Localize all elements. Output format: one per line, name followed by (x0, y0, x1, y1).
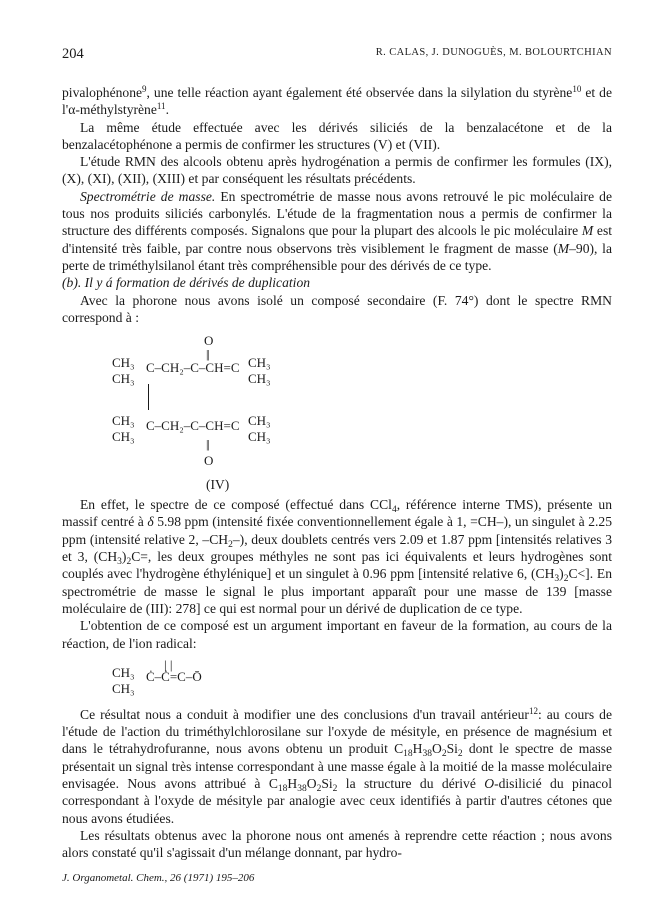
carbonyl-oxygen-bottom: O (204, 453, 214, 469)
bond-ticks: | | (164, 656, 173, 672)
methyl-group: CH₃ (248, 413, 271, 429)
paragraph-mass-spec: Spectrométrie de masse. En spectrométrie de masse nous avons retrouvé le pic moléculaire de tous nos produits siliciés carbonylés. L'étude de la fragmentation nous a permis de confirmer la structure des différents composés. Signalons que pour la plupart des alcools le pic moléculaire M est d'intensité très faible, par contre nous observons très visiblement le fragment de masse (M–90), la perte de triméthylsilanol étant très compréhensible pour des dérivés de ce type. (62, 188, 613, 273)
page-number: 204 (62, 46, 84, 62)
paragraph-2: La même étude effectuée avec les dérivés siliciés de la benzalacétone et de la benzalacétophénone a permis de confirmer les structures (V) et (VII). (62, 119, 612, 152)
ref-9: 9 (142, 84, 147, 94)
section-title-duplication: (b). Il y á formation de dérivés de duplication (62, 275, 311, 291)
methyl-group: CH₃ (248, 355, 271, 371)
ref-11: 11 (156, 101, 166, 112)
methyl-group: CH₃ (112, 355, 135, 371)
compound-label: (IV) (206, 477, 230, 493)
radical-chain: Ċ–Ċ=C–Ō (146, 668, 202, 684)
section-title-mass-spec: Spectrométrie de masse. (80, 188, 216, 204)
ref-10: 10 (572, 84, 582, 94)
paragraph-1: pivalophénone$^9$, une telle réaction ayant également été observée dans la silylation du styrène$^{10}$ et de l'α-méthylstyrène$^{11}$. (62, 84, 612, 118)
double-bond-top: || (206, 347, 209, 362)
paragraph-previous-work: Ce résultat nous a conduit à modifier une des conclusions d'un travail antérieur$^{12}$: au cours de l'étude de l'action du triméthylchlorosilane sur l'oxyde de mésityle, en présence de magnésium et dans le tétrahydrofuranne, nous avons obtenu un produit $C_{18}H_{38}O_2Si_2$ dont le spectre de masse présentait un signal très intense correspondant à une masse égale à la moitié de la masse moléculaire envisagée. Nous avons attribué à $C_{18}H_{38}O_2Si_2$ la structure du dérivé O-disilicié du pinacol correspondant à l'oxyde de mésityle par analogie avec ceux identifiés à partir d'autres cétones que nous avons étudiées. (62, 705, 613, 826)
methyl-group: CH₃ (112, 664, 135, 680)
structure-formula-iv (112, 326, 612, 496)
chain-lower: C–CH₂–C–CH=C (146, 418, 240, 434)
methyl-group: CH₃ (248, 429, 271, 445)
paragraph-radical-ion: L'obtention de ce composé est un argument important en faveur de la formation, au cours de la réaction, de l'ion radical: (62, 618, 612, 651)
ref-12: 12 (528, 705, 538, 716)
paragraph-phorone: Avec la phorone nous avons isolé un composé secondaire (F. 74°) dont le spectre RMN correspond à : (62, 292, 612, 325)
page-header (62, 46, 612, 66)
methyl-group: CH₃ (112, 680, 135, 696)
paragraph-nmr: En effet, le spectre de ce composé (effectué dans CCl$_4$, référence interne TMS), présente un massif centré à δ 5.98 ppm (intensité fixée conventionnellement égale à 1, =CH–), un singulet à 2.25 ppm (intensité relative 2, $-CH_2-$), deux doublets centrés vers 2.09 et 1.87 ppm [intensités relatives 3 et 3, $(CH_3)_2C=$, les deux groupes méthyles ne sont pas ici équivalents et leurs hydrogènes sont couplés avec l'hydrogène éthylénique] et un singulet à 0.96 ppm [intensité relative 6, $(CH_3)_2C<$]. En spectrométrie de masse le signal le plus important apparaît pour une masse de 139 [masse moléculaire de (III): 278] ce qui est normal pour un dérivé de duplication de ce type. (62, 497, 613, 616)
bond-line (148, 384, 149, 410)
journal-citation-footer: J. Organometal. Chem., 26 (1971) 195–206 (62, 872, 255, 884)
radical-ion-formula (112, 656, 612, 706)
methyl-group: CH₃ (248, 371, 271, 387)
article-body (62, 84, 612, 862)
carbonyl-oxygen-top: O (204, 333, 214, 349)
running-head-authors: R. CALAS, J. DUNOGUÈS, M. BOLOURTCHIAN (375, 47, 612, 58)
paragraph-conclusion: Les résultats obtenus avec la phorone nous ont amenés à reprendre cette réaction ; nous avons alors constaté qu'il s'agissait d'un mélange donnant, par hydro- (62, 827, 612, 861)
double-bond-bottom: || (206, 437, 209, 452)
paragraph-3: L'étude RMN des alcools obtenu après hydrogénation a permis de confirmer les formules (IX), (X), (XI), (XII), (XIII) et par conséquent les résultats précédents. (62, 154, 612, 187)
methyl-group: CH₃ (112, 429, 135, 445)
chain-upper: C–CH₂–C–CH=C (146, 360, 240, 376)
methyl-group: CH₃ (112, 413, 135, 429)
methyl-group: CH₃ (112, 371, 135, 387)
